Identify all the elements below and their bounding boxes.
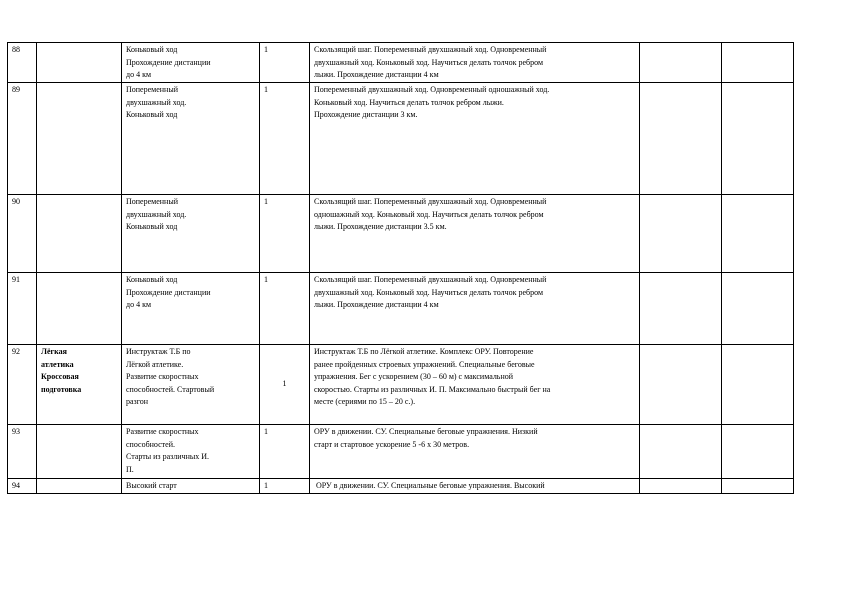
topic-line: Прохождение дистанции	[126, 287, 211, 297]
section-cell	[37, 43, 122, 83]
topic-line: Коньковый ход	[126, 222, 178, 232]
lesson-content-cell	[310, 273, 640, 345]
content-line: старт и стартовое ускорение 5 -6 х 30 метров.	[314, 439, 470, 449]
actual-date-cell	[722, 195, 794, 273]
topic-line: Попеременный	[126, 85, 178, 94]
topic-line: способностей.	[126, 439, 176, 449]
lesson-topic-cell	[122, 425, 260, 479]
lesson-plan-table	[7, 42, 794, 494]
actual-date-cell	[722, 479, 794, 494]
topic-line: способностей. Стартовый	[126, 384, 215, 394]
section-line: Лёгкая	[41, 347, 67, 356]
topic-line: Высокий старт	[126, 481, 177, 490]
planned-date-cell	[640, 345, 722, 425]
content-line: месте (сериями по 15 – 20 с.).	[314, 397, 416, 407]
section-line: подготовка	[41, 384, 82, 394]
lesson-number-cell: 91	[8, 273, 37, 345]
topic-line: до 4 км	[126, 300, 152, 310]
content-line: упражнения. Бег с ускорением (30 – 60 м) с максимальной	[314, 372, 514, 382]
planned-date-cell	[640, 273, 722, 345]
planned-date-cell	[640, 425, 722, 479]
hours-cell: 1	[260, 83, 310, 195]
lesson-number-cell: 92	[8, 345, 37, 425]
lesson-content-cell	[310, 479, 640, 494]
lesson-content-cell	[310, 425, 640, 479]
content-line: Скользящий шаг. Попеременный двухшажный ход. Одновременный	[314, 275, 547, 284]
lesson-number-cell: 93	[8, 425, 37, 479]
content-line: ОРУ в движении. СУ. Специальные беговые упражнения. Низкий	[314, 427, 538, 436]
lesson-content-cell	[310, 195, 640, 273]
content-line: ОРУ в движении. СУ. Специальные беговые упражнения. Высокий	[314, 481, 545, 490]
actual-date-cell	[722, 83, 794, 195]
hours-cell: 1	[260, 43, 310, 83]
content-line: лыжи. Прохождение дистанции 3.5 км.	[314, 222, 447, 232]
topic-line: Коньковый ход	[126, 275, 178, 284]
content-line: Попеременный двухшажный ход. Одновременный одношажный ход.	[314, 85, 550, 94]
actual-date-cell	[722, 43, 794, 83]
content-line: Прохождение дистанции 3 км.	[314, 110, 418, 120]
topic-line: двухшажный ход.	[126, 97, 187, 107]
section-cell	[37, 479, 122, 494]
lesson-topic-cell	[122, 83, 260, 195]
table-row	[8, 479, 794, 494]
planned-date-cell	[640, 195, 722, 273]
hours-cell: 1	[260, 425, 310, 479]
table-row	[8, 345, 794, 425]
lesson-topic-cell	[122, 195, 260, 273]
content-line: Коньковый ход. Научиться делать толчок ребром лыжи.	[314, 97, 504, 107]
content-line: скоростью. Старты из различных И. П. Максимально быстрый бег на	[314, 384, 551, 394]
content-line: лыжи. Прохождение дистанции 4 км	[314, 300, 439, 310]
lesson-content-cell	[310, 83, 640, 195]
hours-cell: 1	[260, 273, 310, 345]
table-row	[8, 195, 794, 273]
content-line: ранее пройденных строевых упражнений. Специальные беговые	[314, 359, 535, 369]
section-cell	[37, 345, 122, 425]
table-row	[8, 43, 794, 83]
lesson-number-cell: 88	[8, 43, 37, 83]
topic-line: Развитие скоростных	[126, 427, 199, 436]
planned-date-cell	[640, 43, 722, 83]
hours-cell: 1	[260, 479, 310, 494]
section-cell	[37, 195, 122, 273]
content-line: Инструктаж Т.Б по Лёгкой атлетике. Комплекс ОРУ. Повторение	[314, 347, 534, 356]
topic-line: Лёгкой атлетике.	[126, 359, 184, 369]
topic-line: Прохождение дистанции	[126, 57, 211, 67]
table-row	[8, 273, 794, 345]
topic-line: Коньковый ход	[126, 110, 178, 120]
topic-line: Инструктаж Т.Б по	[126, 347, 191, 356]
lesson-topic-cell	[122, 43, 260, 83]
topic-line: Старты из различных И.	[126, 452, 210, 462]
table-row	[8, 83, 794, 195]
lesson-topic-cell	[122, 479, 260, 494]
section-cell	[37, 273, 122, 345]
section-cell	[37, 83, 122, 195]
planned-date-cell	[640, 83, 722, 195]
lesson-number-cell: 94	[8, 479, 37, 494]
actual-date-cell	[722, 345, 794, 425]
topic-line: П.	[126, 464, 134, 474]
section-cell	[37, 425, 122, 479]
hours-cell: 1	[260, 345, 310, 425]
content-line: одношажный ход. Коньковый ход. Научиться делать толчок ребром	[314, 209, 544, 219]
planned-date-cell	[640, 479, 722, 494]
actual-date-cell	[722, 273, 794, 345]
topic-line: Попеременный	[126, 197, 178, 206]
topic-line: Коньковый ход	[126, 45, 178, 54]
table-row	[8, 425, 794, 479]
section-line: атлетика	[41, 359, 74, 369]
lesson-number-cell: 89	[8, 83, 37, 195]
content-line: двухшажный ход. Коньковый ход. Научиться делать толчок ребром	[314, 287, 544, 297]
topic-line: разгон	[126, 397, 149, 407]
content-line: Скользящий шаг. Попеременный двухшажный ход. Одновременный	[314, 45, 547, 54]
topic-line: Развитие скоростных	[126, 372, 199, 382]
lesson-topic-cell	[122, 273, 260, 345]
topic-line: двухшажный ход.	[126, 209, 187, 219]
content-line: лыжи. Прохождение дистанции 4 км	[314, 70, 439, 80]
lesson-content-cell	[310, 345, 640, 425]
lesson-plan-sheet	[7, 42, 793, 494]
topic-line: до 4 км	[126, 70, 152, 80]
table-body	[8, 43, 794, 494]
section-line: Кроссовая	[41, 372, 79, 382]
lesson-topic-cell	[122, 345, 260, 425]
actual-date-cell	[722, 425, 794, 479]
lesson-content-cell	[310, 43, 640, 83]
content-line: двухшажный ход. Коньковый ход. Научиться делать толчок ребром	[314, 57, 544, 67]
lesson-number-cell: 90	[8, 195, 37, 273]
hours-cell: 1	[260, 195, 310, 273]
content-line: Скользящий шаг. Попеременный двухшажный ход. Одновременный	[314, 197, 547, 206]
